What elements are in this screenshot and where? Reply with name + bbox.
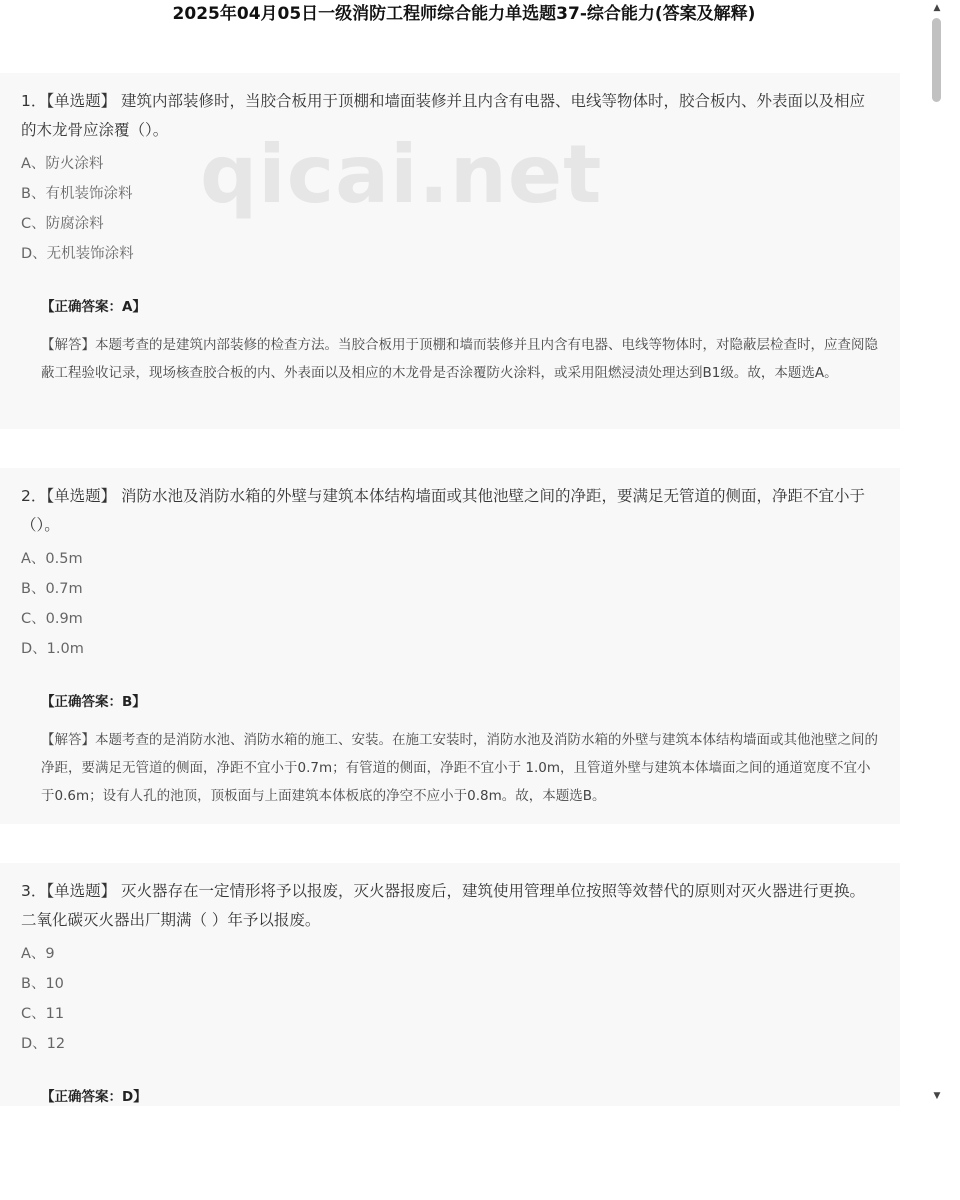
- option-c[interactable]: C、0.9m: [21, 611, 83, 627]
- scroll-down-arrow-icon[interactable]: ▼: [933, 1091, 941, 1101]
- question-card-1: [0, 73, 900, 429]
- option-a[interactable]: A、0.5m: [21, 551, 83, 567]
- correct-answer: 【正确答案：A】: [41, 299, 146, 315]
- question-stem: 1．【单选题】 建筑内部装修时，当胶合板用于顶棚和墙面装修并且内含有电器、电线等物体时，胶合板内、外表面以及相应的木龙骨应涂覆（）。: [21, 92, 866, 139]
- question-stem: 3．【单选题】 灭火器存在一定情形将予以报废，灭火器报废后，建筑使用管理单位按照等效替代的原则对灭火器进行更换。二氧化碳灭火器出厂期满（ ）年予以报废。: [21, 882, 866, 929]
- option-a[interactable]: A、防火涂料: [21, 156, 104, 172]
- explanation: 【解答】本题考查的是建筑内部装修的检查方法。当胶合板用于顶棚和墙而装修并且内含有电器、电线等物体时，对隐蔽层检查时，应查阅隐蔽工程验收记录，现场核查胶合板的内、外表面以及相应的木龙骨是否涂覆防火涂料，或采用阻燃浸渍处理达到B1级。故，本题选A。: [41, 337, 878, 381]
- page-title: 2025年04月05日一级消防工程师综合能力单选题37-综合能力(答案及解释): [172, 4, 756, 24]
- scroll-thumb[interactable]: [932, 18, 941, 102]
- option-b[interactable]: B、10: [21, 976, 64, 992]
- option-d[interactable]: D、无机装饰涂料: [21, 246, 134, 262]
- option-d[interactable]: D、1.0m: [21, 641, 84, 657]
- correct-answer: 【正确答案：B】: [41, 694, 146, 710]
- scroll-up-arrow-icon[interactable]: ▲: [933, 3, 941, 13]
- watermark: qicai.net: [200, 128, 603, 221]
- question-stem: 2．【单选题】 消防水池及消防水箱的外壁与建筑本体结构墙面或其他池壁之间的净距，要满足无管道的侧面，净距不宜小于（）。: [21, 487, 866, 534]
- vertical-scrollbar[interactable]: [930, 0, 944, 1106]
- correct-answer: 【正确答案：D】: [41, 1089, 147, 1105]
- explanation: 【解答】本题考查的是消防水池、消防水箱的施工、安装。在施工安装时，消防水池及消防水箱的外壁与建筑本体结构墙面或其他池壁之间的净距，要满足无管道的侧面，净距不宜小于0.7m；有管道的侧面，净距不宜小于 1.0m，且管道外壁与建筑本体墙面之间的通道宽度不宜小于0.6m；设有人孔的池顶，顶板面与上面建筑本体板底的净空不应小于0.8m。故，本题选B。: [41, 732, 878, 804]
- option-c[interactable]: C、防腐涂料: [21, 216, 104, 232]
- question-card-2: [0, 468, 900, 824]
- option-c[interactable]: C、11: [21, 1006, 65, 1022]
- question-card-3: [0, 863, 900, 1106]
- option-a[interactable]: A、9: [21, 946, 55, 962]
- option-b[interactable]: B、0.7m: [21, 581, 83, 597]
- option-d[interactable]: D、12: [21, 1036, 66, 1052]
- option-b[interactable]: B、有机装饰涂料: [21, 186, 133, 202]
